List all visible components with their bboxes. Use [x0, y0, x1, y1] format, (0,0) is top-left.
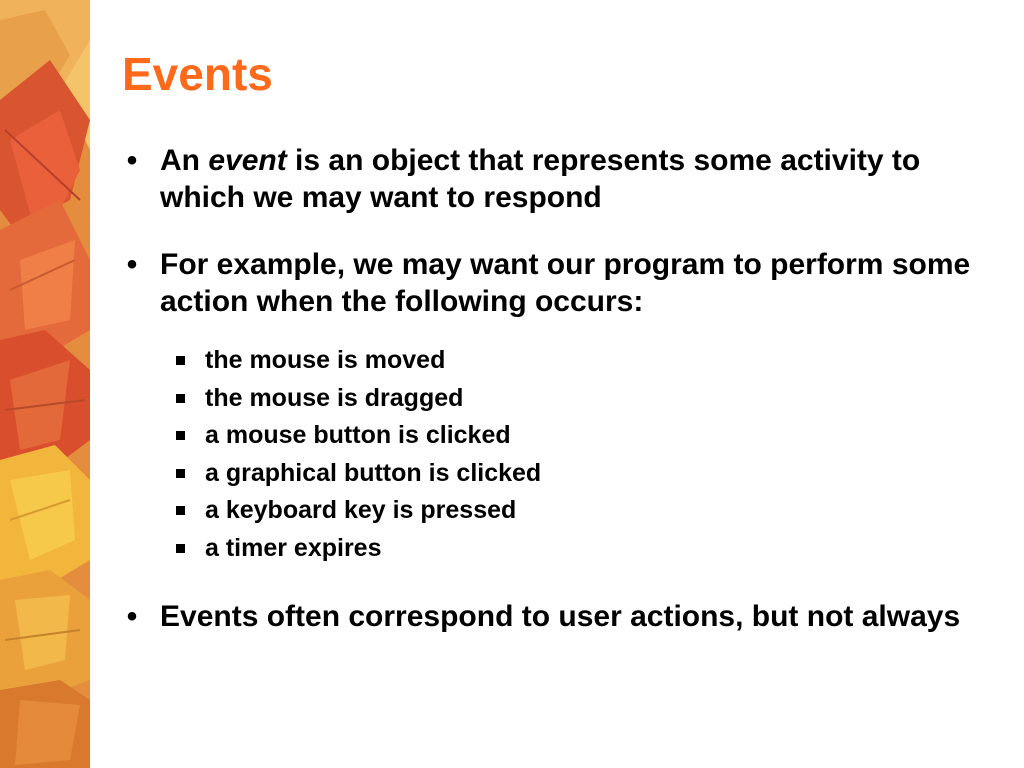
sub-bullet-text: a timer expires — [205, 533, 382, 562]
square-bullet-icon — [176, 544, 185, 553]
sub-bullet-text: a mouse button is clicked — [205, 421, 511, 450]
sub-bullet-text: a graphical button is clicked — [205, 458, 542, 487]
slide-title: Events — [122, 48, 273, 100]
square-bullet-icon — [176, 356, 185, 365]
bullet-dot-icon: • — [126, 144, 138, 177]
bullet-text: For example, we may want our program to perform some action when the following occurs: — [160, 248, 971, 318]
bullet-text-emphasis: event — [208, 144, 287, 177]
square-bullet-icon — [176, 394, 185, 403]
bullet-text — [160, 144, 920, 214]
sub-bullet-item — [160, 530, 1002, 568]
bullet-text-after: is an object that represents some activity to which we may want to respond — [160, 144, 921, 214]
sub-bullet-item — [160, 455, 1002, 493]
sub-bullet-item — [160, 492, 1002, 530]
bullet-item-3 — [122, 598, 1002, 635]
bullet-text: Events often correspond to user actions, but not always — [160, 599, 961, 633]
square-bullet-icon — [176, 469, 185, 478]
square-bullet-icon — [176, 431, 185, 440]
sub-bullet-item — [160, 417, 1002, 455]
bullet-dot-icon: • — [126, 248, 138, 281]
bullet-dot-icon: • — [126, 599, 138, 633]
sub-bullet-text: the mouse is dragged — [205, 383, 464, 412]
square-bullet-icon — [176, 506, 185, 515]
bullet-list — [122, 142, 1002, 635]
bullet-item-2 — [122, 246, 1002, 568]
autumn-leaves-image — [0, 0, 90, 768]
bullet-text-before: An — [160, 144, 209, 177]
sub-bullet-text: the mouse is moved — [205, 346, 446, 374]
bullet-item-1 — [122, 142, 1002, 216]
sub-bullet-item — [160, 342, 1002, 380]
sub-bullet-list — [160, 342, 1002, 568]
sub-bullet-item — [160, 380, 1002, 418]
sub-bullet-text: a keyboard key is pressed — [205, 496, 517, 525]
